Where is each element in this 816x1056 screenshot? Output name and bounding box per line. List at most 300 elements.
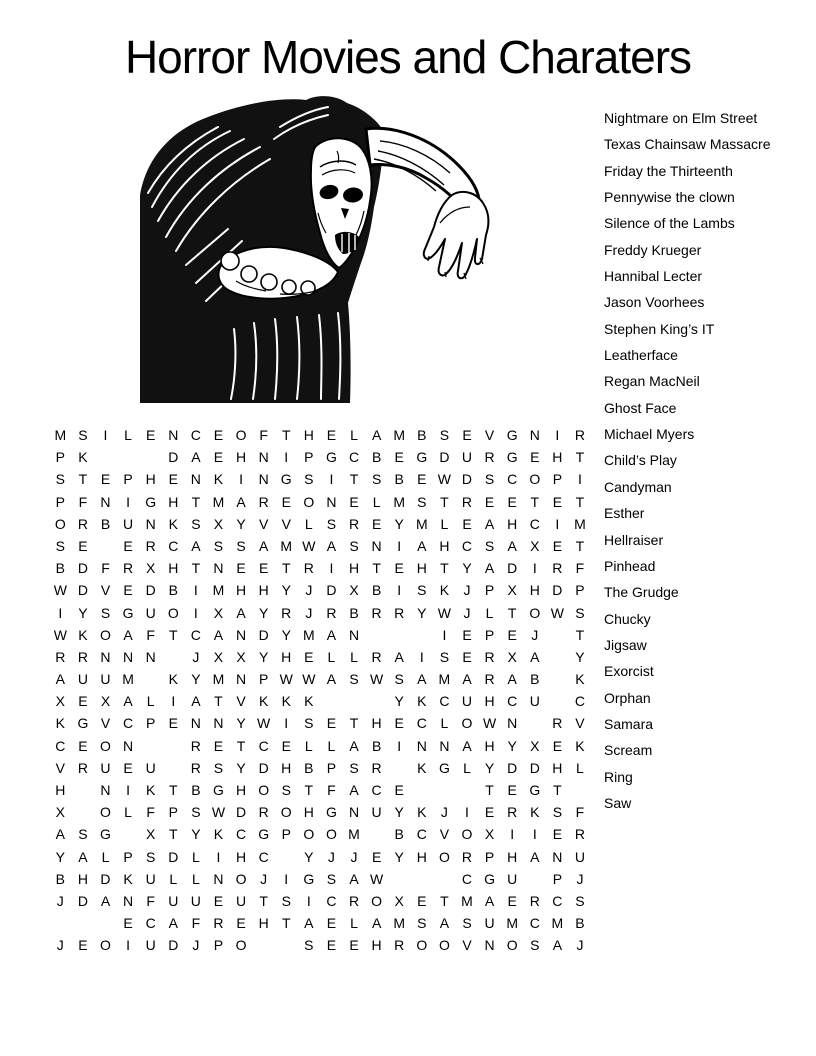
grid-cell: C — [258, 737, 269, 754]
grid-cell: P — [55, 449, 65, 466]
grid-cell: S — [100, 604, 111, 621]
grid-cell — [139, 446, 162, 468]
grid-cell: U — [100, 759, 111, 776]
grid-cell: P — [55, 493, 65, 510]
grid-cell: S — [326, 515, 337, 532]
grid-cell: N — [145, 648, 156, 665]
grid-cell: E — [78, 537, 88, 554]
grid-cell: S — [78, 427, 88, 443]
grid-cell: O — [371, 892, 383, 909]
grid-cell: O — [461, 826, 473, 843]
grid-cell: E — [507, 493, 517, 510]
grid-cell: E — [552, 737, 563, 754]
grid-cell: A — [258, 537, 269, 554]
grid-cell: E — [78, 737, 88, 754]
grid-cell: F — [575, 804, 585, 821]
grid-cell: Y — [394, 693, 404, 710]
grid-cell: X — [349, 582, 359, 599]
grid-cell: D — [235, 804, 247, 821]
grid-cell: L — [350, 427, 358, 443]
grid-cell: G — [325, 449, 337, 466]
grid-cell: A — [462, 737, 472, 754]
grid-cell: H — [235, 848, 247, 865]
grid-cell: S — [304, 937, 314, 954]
grid-cell: I — [329, 560, 334, 577]
grid-cell: A — [530, 848, 540, 865]
grid-cell: N — [235, 626, 247, 643]
word-list-item: The Grudge — [604, 584, 679, 601]
grid-cell: J — [440, 804, 448, 821]
grid-cell: E — [417, 471, 427, 488]
grid-cell — [252, 934, 275, 956]
grid-cell: C — [461, 537, 473, 554]
grid-cell — [49, 912, 72, 934]
grid-cell: P — [552, 870, 563, 887]
grid-cell: E — [326, 427, 337, 443]
grid-cell: N — [168, 427, 179, 443]
grid-cell: E — [507, 626, 517, 643]
word-list-item: Scream — [604, 742, 653, 759]
grid-cell: S — [552, 804, 563, 821]
grid-cell: S — [146, 848, 156, 865]
grid-cell — [569, 779, 592, 801]
grid-cell: B — [349, 604, 359, 621]
grid-cell: S — [304, 471, 314, 488]
grid-cell: N — [100, 782, 111, 798]
grid-cell: Y — [394, 804, 404, 821]
word-list-item: Hellraiser — [604, 531, 664, 548]
grid-cell: M — [438, 671, 451, 688]
grid-cell: U — [507, 870, 518, 887]
grid-cell: X — [146, 826, 156, 843]
grid-cell: Y — [236, 515, 246, 532]
grid-cell: I — [442, 626, 447, 643]
grid-cell: E — [326, 915, 337, 932]
grid-cell: P — [213, 937, 224, 954]
grid-cell: C — [168, 537, 179, 554]
grid-cell: S — [236, 537, 246, 554]
grid-cell: O — [325, 826, 337, 843]
word-list-item: Freddy Krueger — [604, 241, 702, 258]
grid-cell: I — [126, 493, 131, 510]
grid-cell: D — [507, 560, 518, 577]
grid-cell: D — [258, 759, 269, 776]
grid-cell: A — [507, 671, 517, 688]
grid-cell: O — [303, 826, 315, 843]
grid-cell — [275, 846, 298, 868]
grid-cell: V — [100, 715, 111, 732]
grid-cell: R — [55, 648, 66, 665]
grid-cell: P — [146, 715, 156, 732]
grid-cell — [139, 735, 162, 757]
grid-cell: D — [326, 582, 337, 599]
grid-cell — [343, 690, 366, 712]
word-list-item: Ghost Face — [604, 399, 677, 416]
grid-cell: B — [371, 582, 382, 599]
grid-cell: H — [77, 870, 88, 887]
grid-cell: K — [258, 693, 269, 710]
grid-cell: K — [304, 693, 314, 710]
grid-cell: S — [371, 471, 382, 488]
grid-cell: T — [440, 892, 449, 909]
grid-cell: Y — [575, 648, 585, 665]
grid-cell — [117, 446, 140, 468]
grid-cell: D — [77, 892, 88, 909]
grid-cell: N — [190, 715, 201, 732]
grid-cell: E — [326, 715, 337, 732]
grid-cell: E — [123, 582, 133, 599]
grid-cell: X — [146, 560, 156, 577]
grid-cell: E — [304, 648, 314, 665]
grid-cell: R — [461, 493, 473, 510]
grid-cell: J — [305, 604, 313, 621]
grid-cell: U — [190, 892, 201, 909]
grid-cell: B — [304, 759, 314, 776]
grid-cell: W — [482, 715, 497, 732]
grid-cell: T — [168, 826, 178, 843]
grid-cell: R — [371, 604, 382, 621]
grid-cell: I — [510, 826, 515, 843]
grid-cell: C — [461, 870, 473, 887]
grid-cell: R — [394, 604, 405, 621]
grid-cell: P — [326, 759, 337, 776]
grid-cell: E — [417, 892, 427, 909]
grid-cell: W — [279, 671, 293, 688]
grid-cell: L — [146, 693, 155, 710]
grid-cell: I — [329, 471, 334, 488]
grid-cell: W — [550, 604, 564, 621]
grid-cell — [139, 668, 162, 690]
grid-cell: H — [439, 537, 450, 554]
grid-cell: H — [371, 715, 382, 732]
grid-cell: K — [168, 671, 178, 688]
grid-cell: H — [507, 848, 518, 865]
grid-cell: I — [465, 804, 469, 821]
grid-cell: A — [417, 537, 427, 554]
grid-cell: Y — [55, 848, 65, 865]
grid-cell: A — [484, 515, 495, 532]
grid-cell: R — [348, 515, 360, 532]
grid-cell: O — [235, 937, 247, 954]
grid-cell: I — [171, 693, 176, 710]
grid-cell: H — [484, 737, 495, 754]
grid-cell: D — [461, 471, 473, 488]
grid-cell: A — [55, 671, 65, 688]
grid-cell — [523, 712, 546, 734]
grid-cell: Y — [304, 848, 314, 865]
grid-cell: E — [258, 560, 269, 577]
grid-cell: B — [371, 737, 382, 754]
grid-cell: S — [439, 648, 450, 665]
page-title: Horror Movies and Charaters — [124, 31, 692, 83]
grid-cell: X — [507, 648, 517, 665]
grid-cell: B — [100, 515, 111, 532]
grid-cell: T — [575, 493, 585, 510]
grid-cell: D — [77, 560, 88, 577]
grid-cell: B — [168, 582, 178, 599]
grid-cell: L — [101, 848, 110, 865]
grid-cell: G — [213, 782, 224, 798]
grid-cell: O — [54, 515, 66, 532]
grid-cell: X — [484, 826, 495, 843]
grid-cell — [388, 868, 411, 890]
grid-cell: M — [393, 915, 406, 932]
grid-cell: V — [258, 515, 269, 532]
word-list-item: Samara — [604, 715, 654, 732]
grid-cell: H — [168, 560, 179, 577]
grid-cell: L — [350, 915, 358, 932]
grid-cell: R — [145, 537, 156, 554]
grid-cell: E — [168, 715, 178, 732]
grid-cell: E — [236, 915, 246, 932]
grid-cell: P — [168, 804, 178, 821]
word-list-item: Child’s Play — [604, 452, 677, 469]
grid-cell: J — [192, 937, 200, 954]
grid-cell: A — [349, 737, 359, 754]
grid-cell: R — [123, 560, 134, 577]
grid-cell: D — [439, 449, 450, 466]
grid-cell: E — [349, 937, 359, 954]
grid-cell: O — [303, 493, 315, 510]
grid-cell: O — [529, 604, 541, 621]
grid-cell: N — [123, 737, 134, 754]
grid-cell: H — [235, 449, 247, 466]
grid-cell: H — [145, 471, 156, 488]
grid-cell: U — [484, 915, 495, 932]
grid-cell: H — [235, 582, 247, 599]
grid-cell: N — [416, 737, 427, 754]
grid-cell: B — [394, 471, 404, 488]
grid-cell: I — [397, 537, 402, 554]
grid-cell: U — [100, 671, 111, 688]
grid-cell: M — [574, 515, 586, 532]
grid-cell: E — [123, 759, 133, 776]
grid-cell: A — [55, 826, 65, 843]
grid-cell: R — [529, 892, 540, 909]
word-list-item: Nightmare on Elm Street — [604, 110, 758, 126]
grid-cell: C — [439, 693, 450, 710]
grid-cell: R — [552, 715, 563, 732]
grid-cell: U — [145, 937, 156, 954]
grid-cell — [546, 646, 569, 668]
grid-cell: E — [394, 560, 404, 577]
grid-cell: S — [417, 582, 427, 599]
grid-cell: N — [123, 648, 134, 665]
grid-cell: E — [100, 471, 111, 488]
grid-cell: N — [100, 493, 111, 510]
grid-cell: H — [416, 560, 427, 577]
grid-cell: E — [394, 782, 404, 798]
grid-cell: X — [530, 737, 540, 754]
grid-cell: P — [552, 471, 563, 488]
grid-cell: C — [258, 848, 269, 865]
grid-cell: G — [529, 782, 541, 798]
grid-cell: V — [100, 582, 111, 599]
word-list-item: Michael Myers — [604, 426, 695, 443]
grid-cell: R — [484, 671, 495, 688]
grid-cell: T — [485, 782, 494, 798]
grid-cell: S — [349, 759, 359, 776]
grid-cell: S — [55, 471, 65, 488]
grid-cell: O — [100, 804, 111, 821]
grid-cell: A — [484, 560, 495, 577]
grid-cell: L — [440, 715, 449, 732]
grid-cell: D — [77, 582, 88, 599]
grid-cell: P — [575, 582, 585, 599]
grid-cell: L — [169, 870, 178, 887]
grid-cell: G — [145, 493, 157, 510]
grid-cell: R — [77, 515, 88, 532]
grid-cell: L — [440, 515, 449, 532]
grid-cell: B — [191, 782, 201, 798]
grid-cell: K — [146, 782, 156, 798]
grid-cell: M — [212, 671, 225, 688]
grid-cell: V — [55, 759, 65, 776]
grid-cell: C — [123, 715, 134, 732]
grid-cell: I — [306, 892, 311, 909]
grid-cell — [411, 624, 434, 646]
word-list-item: Pinhead — [604, 557, 656, 574]
grid-cell: P — [304, 449, 314, 466]
grid-cell: M — [348, 826, 360, 843]
grid-cell: O — [529, 471, 541, 488]
grid-cell: C — [145, 915, 156, 932]
grid-cell: T — [575, 537, 585, 554]
grid-cell — [546, 668, 569, 690]
grid-cell: E — [236, 560, 246, 577]
grid-cell: S — [191, 804, 201, 821]
grid-cell: D — [168, 449, 179, 466]
grid-cell — [388, 757, 411, 779]
grid-cell: W — [370, 671, 384, 688]
grid-cell: Y — [191, 826, 201, 843]
grid-cell: V — [462, 937, 472, 954]
word-list-item: Exorcist — [604, 663, 654, 680]
grid-cell: J — [531, 626, 539, 643]
grid-cell: E — [213, 737, 224, 754]
grid-cell: U — [461, 693, 473, 710]
grid-cell: D — [529, 759, 540, 776]
grid-cell: E — [146, 427, 156, 443]
grid-cell: W — [437, 471, 451, 488]
grid-cell: F — [191, 915, 201, 932]
grid-cell: T — [281, 560, 291, 577]
grid-cell: K — [78, 449, 88, 466]
grid-cell: R — [77, 648, 88, 665]
grid-cell: J — [192, 648, 200, 665]
grid-cell: N — [213, 870, 224, 887]
grid-cell: D — [100, 870, 111, 887]
grid-cell: K — [530, 804, 540, 821]
grid-cell: H — [281, 759, 292, 776]
grid-cell: H — [552, 759, 563, 776]
grid-cell: P — [484, 582, 495, 599]
grid-cell — [456, 779, 479, 801]
grid-cell: U — [145, 870, 156, 887]
grid-cell: M — [393, 427, 406, 443]
grid-cell: T — [214, 693, 223, 710]
grid-cell: N — [348, 626, 360, 643]
grid-cell: F — [259, 427, 268, 443]
grid-cell: U — [123, 515, 134, 532]
grid-cell: Y — [258, 648, 269, 665]
grid-cell: T — [507, 604, 517, 621]
grid-cell: A — [168, 915, 178, 932]
grid-cell: T — [575, 449, 585, 466]
grid-cell: S — [575, 604, 585, 621]
grid-cell: L — [372, 493, 381, 510]
grid-cell: A — [484, 892, 495, 909]
grid-cell: L — [327, 648, 336, 665]
word-list-item: Chucky — [604, 610, 651, 627]
grid-cell: X — [55, 693, 65, 710]
grid-cell: E — [78, 693, 88, 710]
grid-cell: L — [191, 870, 200, 887]
grid-cell — [433, 868, 456, 890]
grid-cell: W — [370, 870, 384, 887]
grid-cell: A — [439, 915, 450, 932]
grid-cell: T — [440, 560, 449, 577]
grid-cell: B — [530, 671, 540, 688]
grid-cell: E — [462, 626, 472, 643]
grid-cell: K — [213, 826, 224, 843]
grid-cell: E — [552, 537, 563, 554]
grid-cell: K — [281, 693, 291, 710]
grid-cell: L — [576, 759, 584, 776]
grid-cell — [72, 912, 95, 934]
grid-cell — [365, 624, 388, 646]
grid-cell — [94, 446, 117, 468]
grid-cell: E — [462, 427, 472, 443]
grid-cell: I — [284, 715, 289, 732]
grid-cell: E — [394, 715, 404, 732]
grid-cell: I — [216, 848, 221, 865]
grid-cell — [94, 912, 117, 934]
grid-cell: M — [212, 493, 225, 510]
grid-cell: M — [122, 671, 134, 688]
grid-cell: H — [258, 915, 269, 932]
grid-cell: O — [100, 737, 111, 754]
grid-cell: E — [507, 782, 517, 798]
grid-cell: E — [281, 737, 291, 754]
grid-cell: I — [532, 826, 537, 843]
grid-cell: H — [507, 515, 518, 532]
grid-cell: T — [281, 915, 291, 932]
grid-cell: W — [53, 582, 67, 599]
grid-cell: A — [191, 449, 201, 466]
grid-cell: B — [55, 870, 65, 887]
grid-cell: N — [258, 471, 269, 488]
grid-cell: U — [168, 892, 179, 909]
grid-cell: A — [349, 782, 359, 798]
grid-cell: S — [462, 915, 472, 932]
grid-cell: A — [191, 537, 201, 554]
grid-cell: L — [485, 604, 494, 621]
grid-cell: T — [168, 782, 178, 798]
grid-cell: S — [55, 537, 65, 554]
grid-cell — [365, 690, 388, 712]
grid-cell: O — [258, 782, 270, 798]
grid-cell: M — [393, 493, 406, 510]
grid-cell: A — [191, 693, 201, 710]
grid-cell: M — [461, 892, 473, 909]
grid-cell: R — [507, 804, 518, 821]
grid-cell: U — [77, 671, 88, 688]
grid-cell: R — [371, 759, 382, 776]
grid-cell: A — [530, 648, 540, 665]
grid-cell: R — [371, 648, 382, 665]
grid-cell: O — [235, 870, 247, 887]
